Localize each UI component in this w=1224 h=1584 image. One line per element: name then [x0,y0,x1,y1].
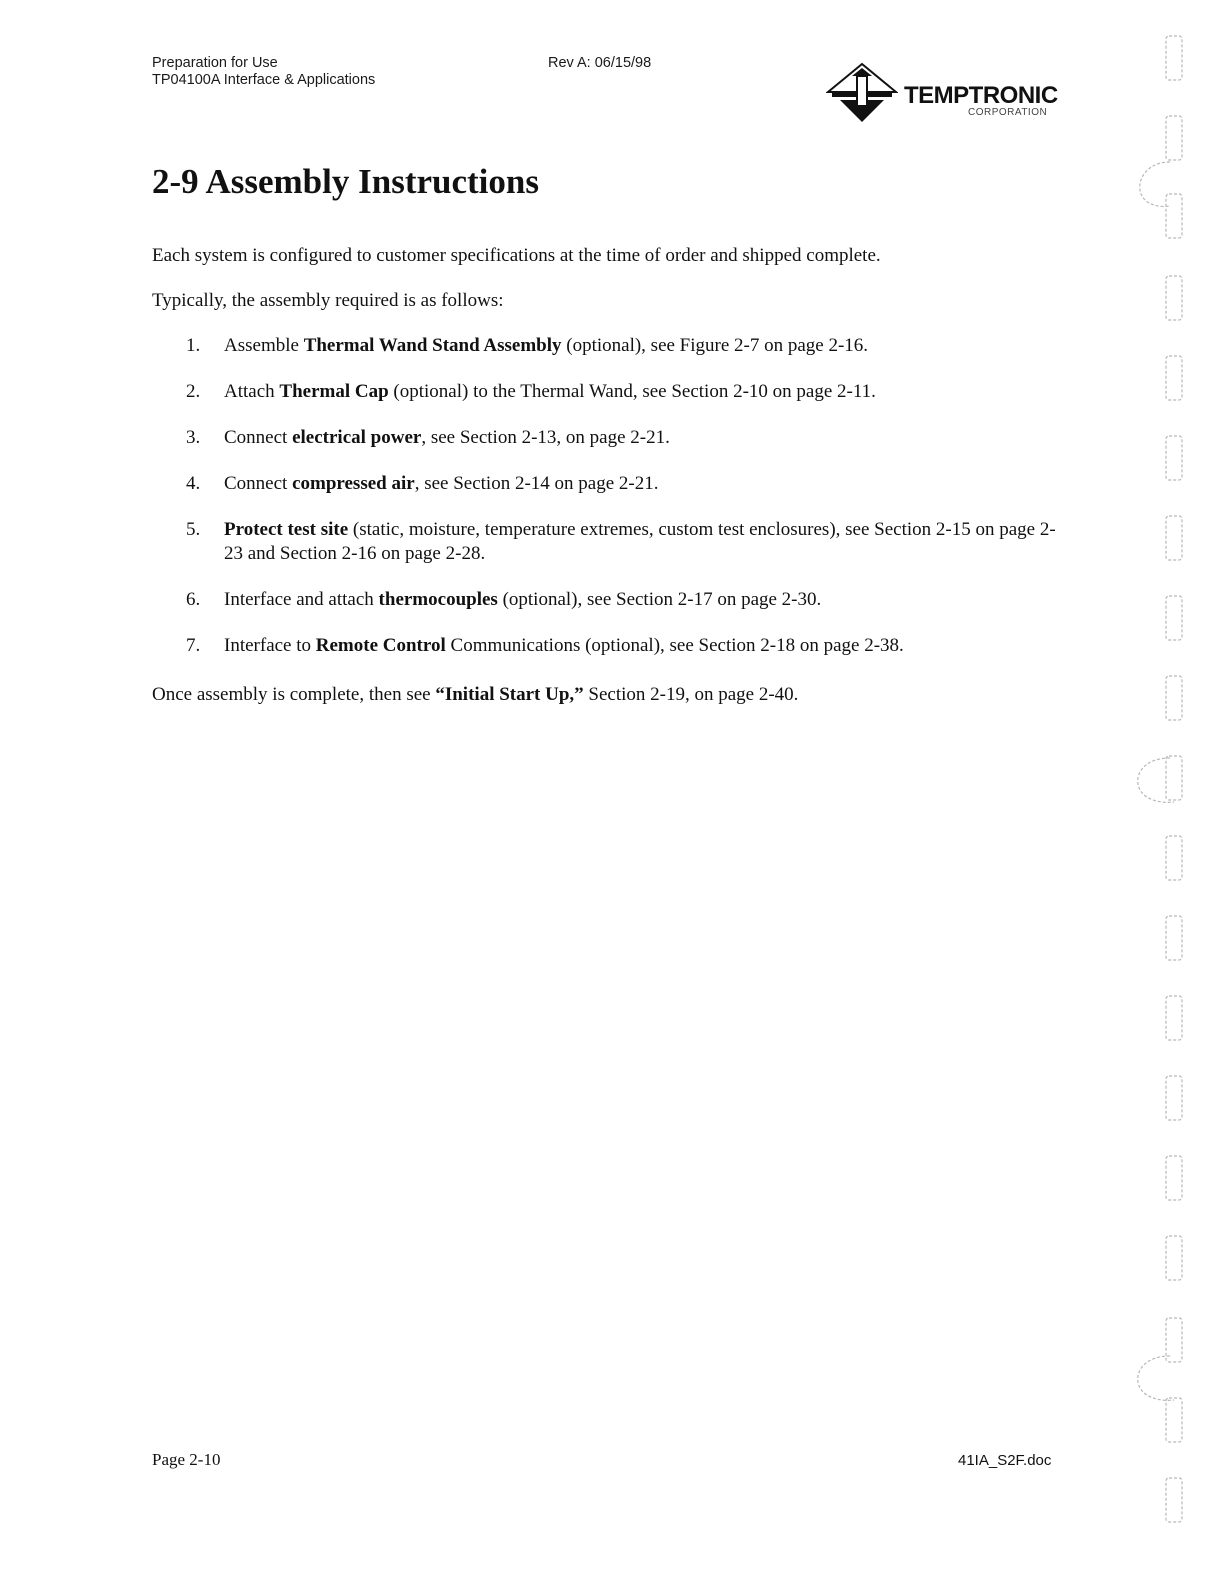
binder-holes-decoration [1118,0,1224,1584]
step-text-bold: Thermal Cap [279,381,389,402]
step-text-post: Communications (optional), see Section 2-18 on page 2-38. [445,635,904,656]
closing-text-pre: Once assembly is complete, then see [152,684,436,705]
header-section: Preparation for Use [152,55,278,71]
closing-paragraph [152,683,798,707]
step-number: 6. [186,589,201,610]
step-number: 5. [186,519,201,540]
company-logo [826,62,1066,128]
step-text-bold: electrical power [292,427,422,448]
running-header [152,55,375,89]
step-text-pre: Connect [224,427,293,448]
step-number: 1. [186,335,201,356]
step-number: 7. [186,635,201,656]
page-title: 2-9 Assembly Instructions [152,162,539,201]
closing-text-post: Section 2-19, on page 2-40. [583,684,799,705]
list-item [186,518,1066,566]
list-item [186,472,1066,496]
step-number: 4. [186,473,201,494]
step-text-post: (optional) to the Thermal Wand, see Section 2-10 on page 2-11. [388,381,876,402]
intro-paragraph: Each system is configured to customer specifications at the time of order and shipped complete. [152,245,881,266]
closing-text-bold: “Initial Start Up,” [435,684,584,705]
temptronic-logo-icon [826,62,898,124]
step-text-pre: Assemble [224,335,304,356]
step-text-post: (optional), see Section 2-17 on page 2-30. [497,589,822,610]
step-text-post: , see Section 2-14 on page 2-21. [414,473,659,494]
lead-paragraph: Typically, the assembly required is as follows: [152,290,504,311]
step-text-bold: thermocouples [378,589,498,610]
list-item [186,634,1066,658]
list-item [186,426,1066,450]
list-item [186,588,1066,612]
logo-name: TEMPTRONIC [904,82,1058,109]
step-text-post: , see Section 2-13, on page 2-21. [421,427,670,448]
step-text-post: (optional), see Figure 2-7 on page 2-16. [561,335,869,356]
step-text-post: (static, moisture, temperature extremes, custom test enclosures), see Section 2-15 on page 2-23 and Section 2-16 on page 2-28. [224,519,1056,564]
step-number: 3. [186,427,201,448]
step-text-bold: Remote Control [315,635,446,656]
header-doc-title: TP04100A Interface & Applications [152,72,376,88]
assembly-steps-list [186,334,1066,680]
list-item [186,380,1066,404]
header-revision: Rev A: 06/15/98 [548,55,652,71]
list-item [186,334,1066,358]
step-text-bold: Thermal Wand Stand Assembly [303,335,562,356]
step-text-bold: compressed air [292,473,415,494]
step-text-pre: Interface to [224,635,316,656]
page-number: Page 2-10 [152,1450,221,1469]
step-text-pre: Attach [224,381,280,402]
file-name: 41IA_S2F.doc [958,1452,1052,1469]
logo-subtitle: CORPORATION [968,107,1048,118]
step-text-pre: Connect [224,473,293,494]
step-number: 2. [186,381,201,402]
step-text-bold: Protect test site [224,519,349,540]
step-text-pre: Interface and attach [224,589,379,610]
